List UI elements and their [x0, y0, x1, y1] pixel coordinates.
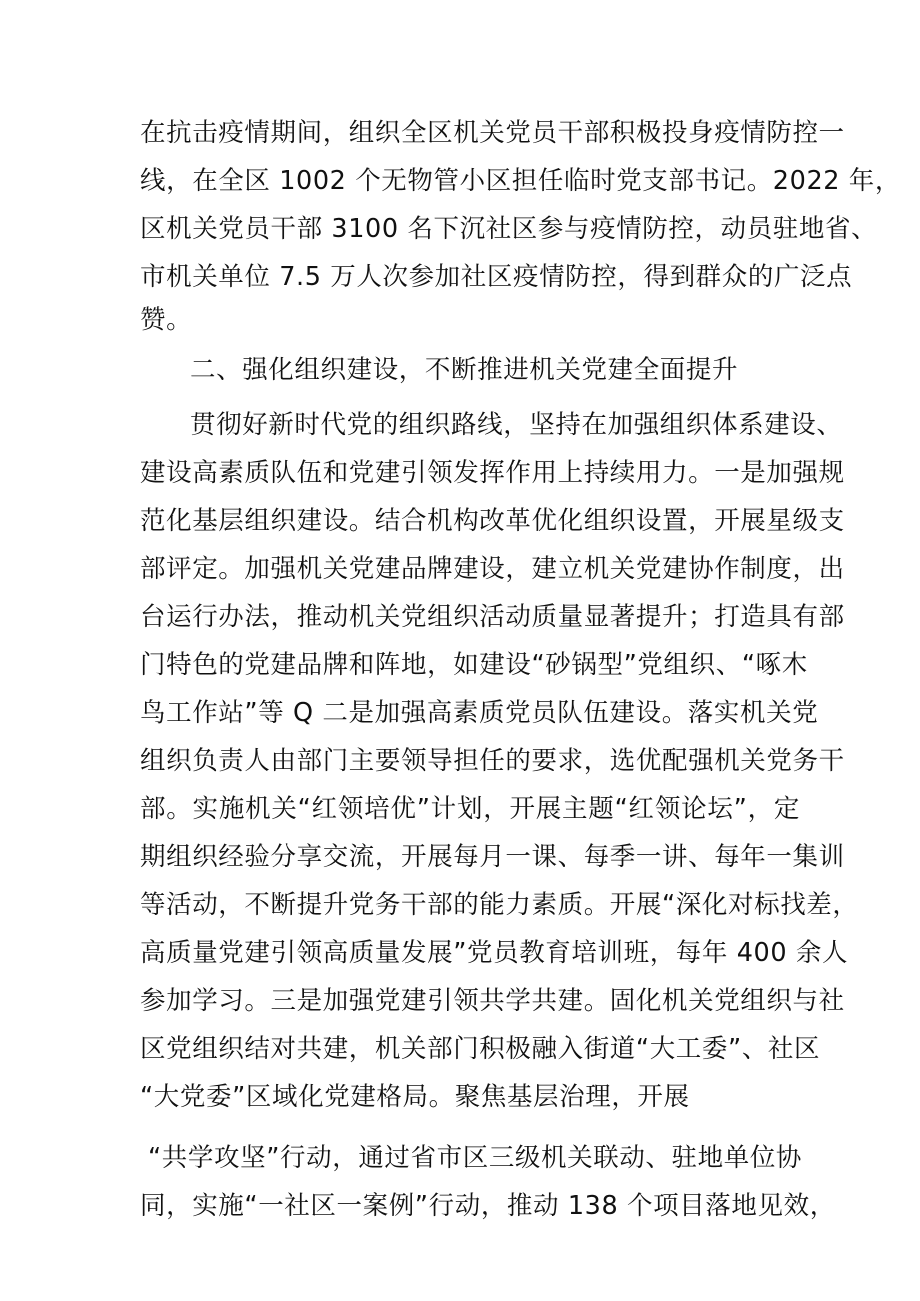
paragraph-line: 范化基层组织建设。结合机构改革优化组织设置，开展星级支	[140, 506, 845, 536]
paragraph-line: 市机关单位 7.5 万人次参加社区疫情防控，得到群众的广泛点	[140, 262, 853, 292]
paragraph-line: 部。实施机关“红领培优”计划，开展主题“红领论坛”，定	[140, 794, 800, 824]
section-heading: 二、强化组织建设，不断推进机关党建全面提升	[190, 355, 739, 385]
paragraph-line: 参加学习。三是加强党建引领共学共建。固化机关党组织与社	[140, 986, 845, 1016]
paragraph-line: 建设高素质队伍和党建引领发挥作用上持续用力。一是加强规	[140, 458, 845, 488]
paragraph-line: 区机关党员干部 3100 名下沉社区参与疫情防控，动员驻地省、	[140, 214, 878, 244]
paragraph-line: “大党委”区域化党建格局。聚焦基层治理，开展	[140, 1082, 690, 1112]
paragraph-line: 等活动，不断提升党务干部的能力素质。开展“深化对标找差，	[140, 890, 859, 920]
paragraph-line: 区党组织结对共建，机关部门积极融入街道“大工委”、社区	[140, 1034, 821, 1064]
paragraph-line: 贯彻好新时代党的组织路线，坚持在加强组织体系建设、	[190, 410, 843, 440]
paragraph-line: “共学攻坚”行动，通过省市区三级机关联动、驻地单位协	[148, 1143, 803, 1173]
paragraph-line: 台运行办法，推动机关党组织活动质量显著提升；打造具有部	[140, 602, 845, 632]
paragraph-line: 部评定。加强机关党建品牌建设，建立机关党建协作制度，出	[140, 554, 845, 584]
paragraph-line: 高质量党建引领高质量发展”党员教育培训班，每年 400 余人	[140, 938, 849, 968]
paragraph-line: 门特色的党建品牌和阵地，如建设“砂锅型”党组织、“啄木	[140, 650, 808, 680]
paragraph-line: 同，实施“一社区一案例”行动，推动 138 个项目落地见效，	[140, 1191, 836, 1221]
paragraph-line: 在抗击疫情期间，组织全区机关党员干部积极投身疫情防控一	[140, 118, 845, 148]
paragraph-line: 线，在全区 1002 个无物管小区担任临时党支部书记。2022 年，	[140, 166, 902, 196]
paragraph-line: 组织负责人由部门主要领导担任的要求，选优配强机关党务干	[140, 746, 845, 776]
paragraph-line: 期组织经验分享交流，开展每月一课、每季一讲、每年一集训	[140, 842, 845, 872]
paragraph-line: 赞。	[140, 305, 193, 335]
paragraph-line: 鸟工作站”等 Q 二是加强高素质党员队伍建设。落实机关党	[140, 698, 819, 728]
